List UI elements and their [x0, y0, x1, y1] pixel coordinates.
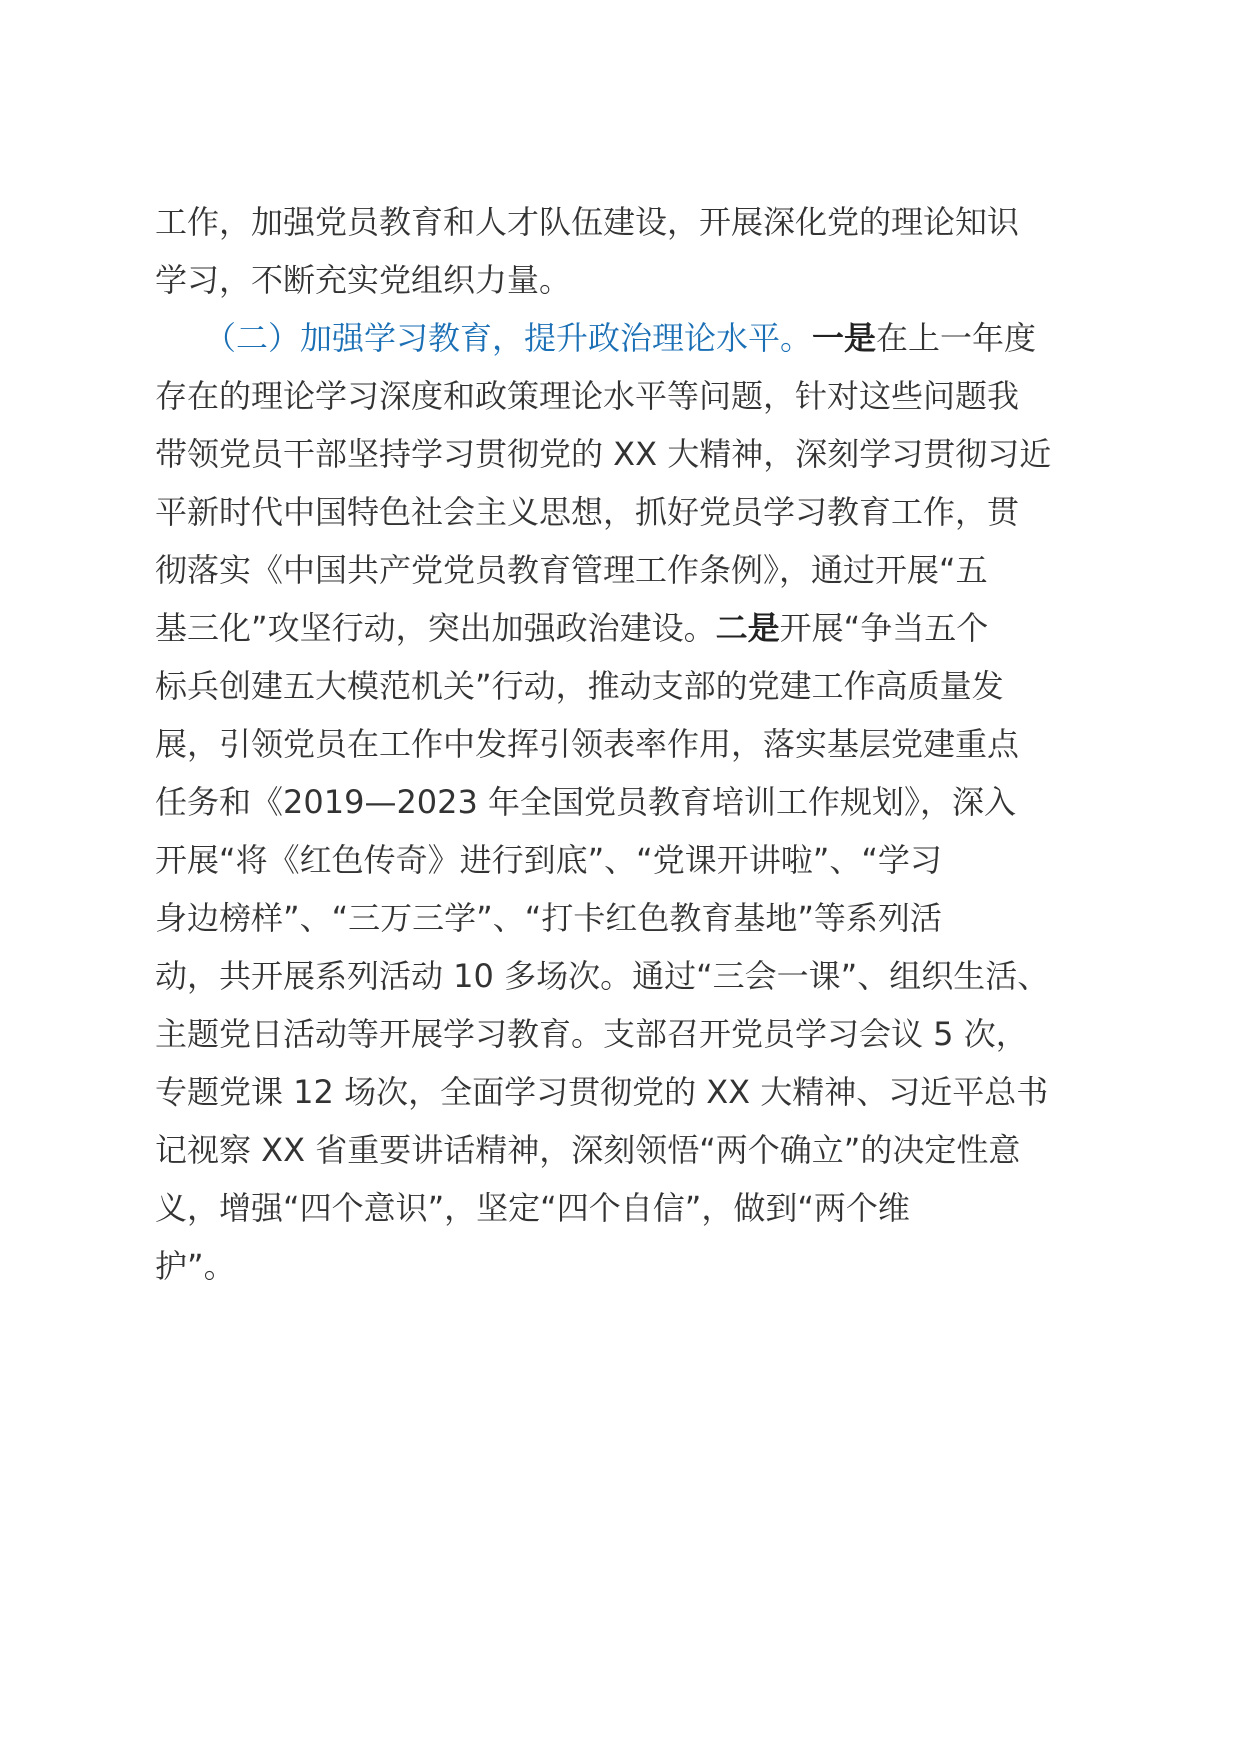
text-span: 工作，加强党员教育和人才队伍建设，开展深化党的理论知识: [155, 203, 1020, 241]
text-line: [155, 200, 1019, 244]
section-heading-line: [204, 316, 1036, 360]
text-span: 任务和《2019—2023 年全国党员教育培训工作规划》，深入: [155, 783, 1017, 821]
text-line: [155, 1186, 910, 1230]
text-line: [155, 606, 988, 650]
text-span: 开展“将《红色传奇》进行到底”、“党课开讲啦”、“学习: [155, 841, 942, 879]
point-marker-two: 二是: [715, 609, 780, 647]
text-line: [155, 258, 571, 302]
text-span: 身边榜样”、“三万三学”、“打卡红色教育基地”等系列活: [155, 899, 942, 937]
text-line: [155, 838, 942, 882]
text-line: [155, 374, 1019, 418]
text-line: [155, 664, 1004, 708]
text-line: [155, 780, 1016, 824]
text-span: 义，增强“四个意识”，坚定“四个自信”，做到“两个维: [155, 1189, 910, 1227]
text-span: 专题党课 12 场次，全面学习贯彻党的 XX 大精神、习近平总书: [155, 1073, 1049, 1111]
text-line: [155, 490, 1019, 534]
text-span: 展，引领党员在工作中发挥引领表率作用，落实基层党建重点: [155, 725, 1020, 763]
text-span: 平新时代中国特色社会主义思想，抓好党员学习教育工作，贯: [155, 493, 1020, 531]
text-span: 彻落实《中国共产党党员教育管理工作条例》，通过开展“五: [155, 551, 988, 589]
text-span: 主题党日活动等开展学习教育。支部召开党员学习会议 5 次，: [155, 1015, 1028, 1053]
text-span: 在上一年度: [876, 319, 1037, 357]
section-heading: （二）加强学习教育，提升政治理论水平。: [204, 319, 813, 357]
text-line: [155, 954, 1049, 998]
text-line: [155, 722, 1019, 766]
text-span: 学习，不断充实党组织力量。: [155, 261, 572, 299]
text-span: 动，共开展系列活动 10 多场次。通过“三会一课”、组织生活、: [155, 957, 1050, 995]
text-line: [155, 1012, 1028, 1056]
text-span: 带领党员干部坚持学习贯彻党的 XX 大精神，深刻学习贯彻习近: [155, 435, 1052, 473]
text-line: [155, 896, 942, 940]
point-marker-one: 一是: [812, 319, 877, 357]
text-line: [155, 432, 1051, 476]
text-span: 护”。: [155, 1247, 236, 1285]
text-span: 开展“争当五个: [779, 609, 989, 647]
text-span: 存在的理论学习深度和政策理论水平等问题，针对这些问题我: [155, 377, 1020, 415]
text-line: [155, 1244, 236, 1288]
text-span: 记视察 XX 省重要讲话精神，深刻领悟“两个确立”的决定性意: [155, 1131, 1021, 1169]
text-span: 标兵创建五大模范机关”行动，推动支部的党建工作高质量发: [155, 667, 1004, 705]
text-line: [155, 1070, 1048, 1114]
text-span: 基三化”攻坚行动，突出加强政治建设。: [155, 609, 716, 647]
text-line: [155, 548, 988, 592]
text-line: [155, 1128, 1020, 1172]
